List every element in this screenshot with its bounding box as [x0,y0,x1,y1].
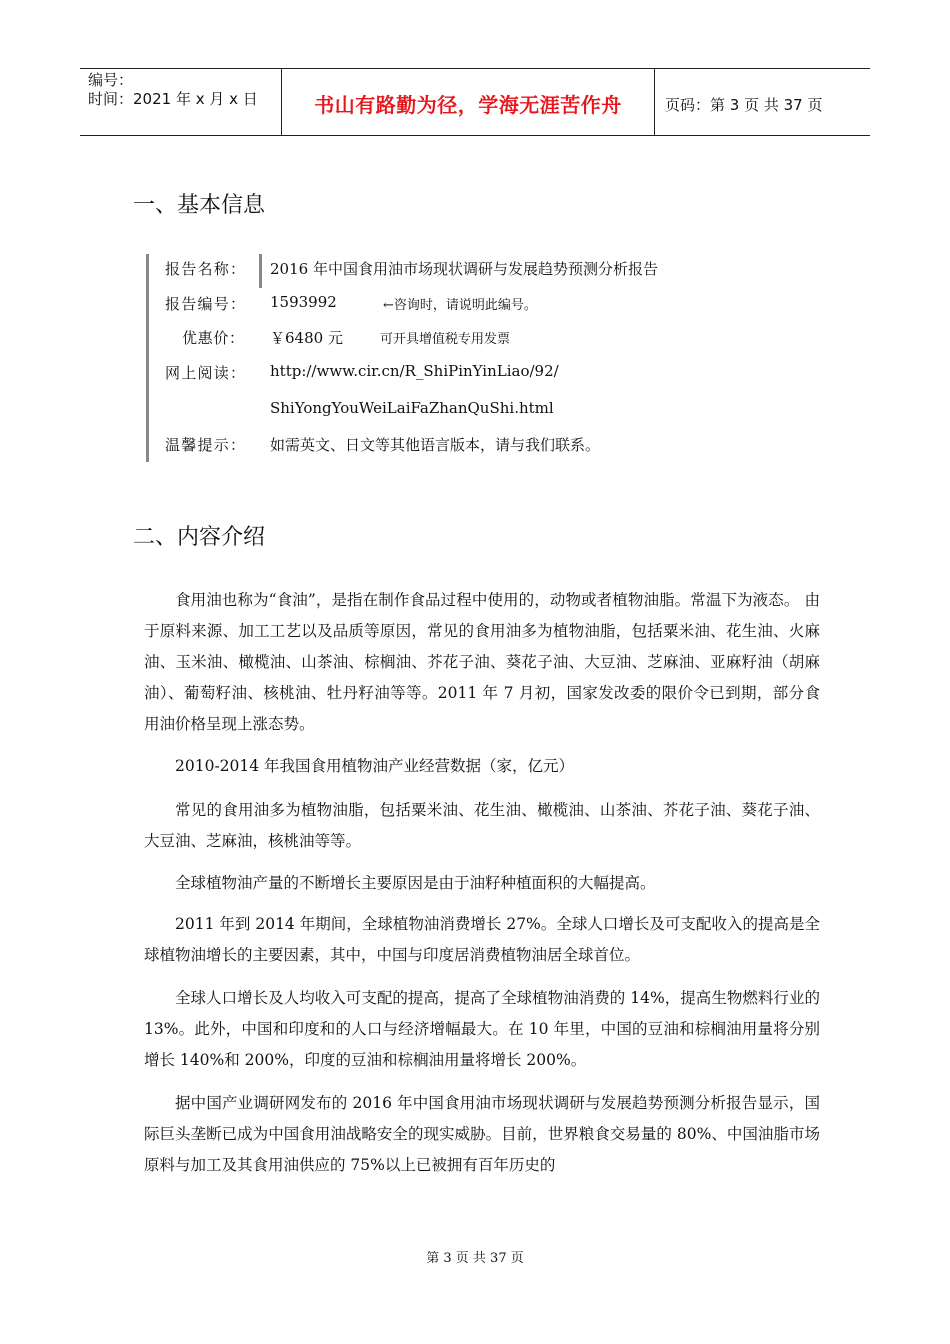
section-title-basic-info: 一、基本信息 [133,193,266,218]
page-header [80,68,870,136]
info-value: 1593992 [270,293,337,311]
paragraph: 全球人口增长及人均收入可支配的提高，提高了全球植物油消费的 14%，提高生物燃料行业的 13%。此外，中国和印度和的人口与经济增幅最大。在 10 年里，中国的豆油和棕榈油用量将分别增长 140%和 200%，印度的豆油和棕榈油用量将增长 200%。 [144,989,821,1069]
paragraph: 据中国产业调研网发布的 2016 年中国食用油市场现状调研与发展趋势预测分析报告显示，国际巨头垄断已成为中国食用油战略安全的现实威胁。目前，世界粮食交易量的 80%、中国油脂市场原料与加工及其食用油供应的 75%以上已被拥有百年历史的 [144,1094,820,1174]
info-note: ←咨询时，请说明此编号。 [383,298,537,313]
time-label: 时间：2021 年 x 月 x 日 [88,90,258,108]
info-label: 温馨提示： [165,436,245,454]
info-value: 如需英文、日文等其他语言版本，请与我们联系。 [270,436,601,454]
page-footer: 第 3 页 共 37 页 [426,1251,524,1266]
info-label: 报告名称： [165,260,245,278]
info-label: 报告编号： [165,295,245,313]
online-link[interactable]: ShiYongYouWeiLaiFaZhanQuShi.html [270,399,554,417]
header-divider [654,69,655,135]
paragraph: 食用油也称为“食油”，是指在制作食品过程中使用的，动物或者植物油脂。常温下为液态。 由于原料来源、加工工艺以及品质等原因，常见的食用油多为植物油脂，包括粟米油、花生油、火麻油、玉米油、橄榄油、山茶油、棕榈油、芥花子油、葵花子油、大豆油、芝麻油、亚麻籽油（胡麻油）、葡萄籽油、核桃油、牡丹籽油等等。2011 年 7 月初，国家发改委的限价令已到期，部分食用油价格呈现上涨态势。 [144,591,820,733]
paragraph: 2011 年到 2014 年期间，全球植物油消费增长 27%。全球人口增长及可支配收入的提高是全球植物油增长的主要因素，其中，中国与印度居消费植物油居全球首位。 [144,915,820,964]
section-title-content: 二、内容介绍 [133,525,266,550]
header-page-info: 页码：第 3 页 共 37 页 [665,96,823,114]
report-name-bar [259,254,262,288]
info-value: 2016 年中国食用油市场现状调研与发展趋势预测分析报告 [270,260,658,278]
header-motto: 书山有路勤为径，学海无涯苦作舟 [314,93,622,117]
info-block-bar [146,254,149,462]
info-note: 可开具增值税专用发票 [380,332,511,347]
paragraph: 全球植物油产量的不断增长主要原因是由于油籽种植面积的大幅提高。 [175,874,656,892]
info-label: 优惠价： [182,329,244,347]
info-label: 网上阅读： [165,364,245,382]
header-left [88,71,258,109]
online-link[interactable]: http://www.cir.cn/R_ShiPinYinLiao/92/ [270,362,559,380]
info-value: ￥6480 元 [270,329,343,347]
paragraph: 常见的食用油多为植物油脂，包括粟米油、花生油、橄榄油、山茶油、芥花子油、葵花子油、大豆油、芝麻油，核桃油等等。 [144,801,820,850]
number-label: 编号： [88,71,134,89]
paragraph: 2010-2014 年我国食用植物油产业经营数据（家，亿元） [175,757,575,775]
